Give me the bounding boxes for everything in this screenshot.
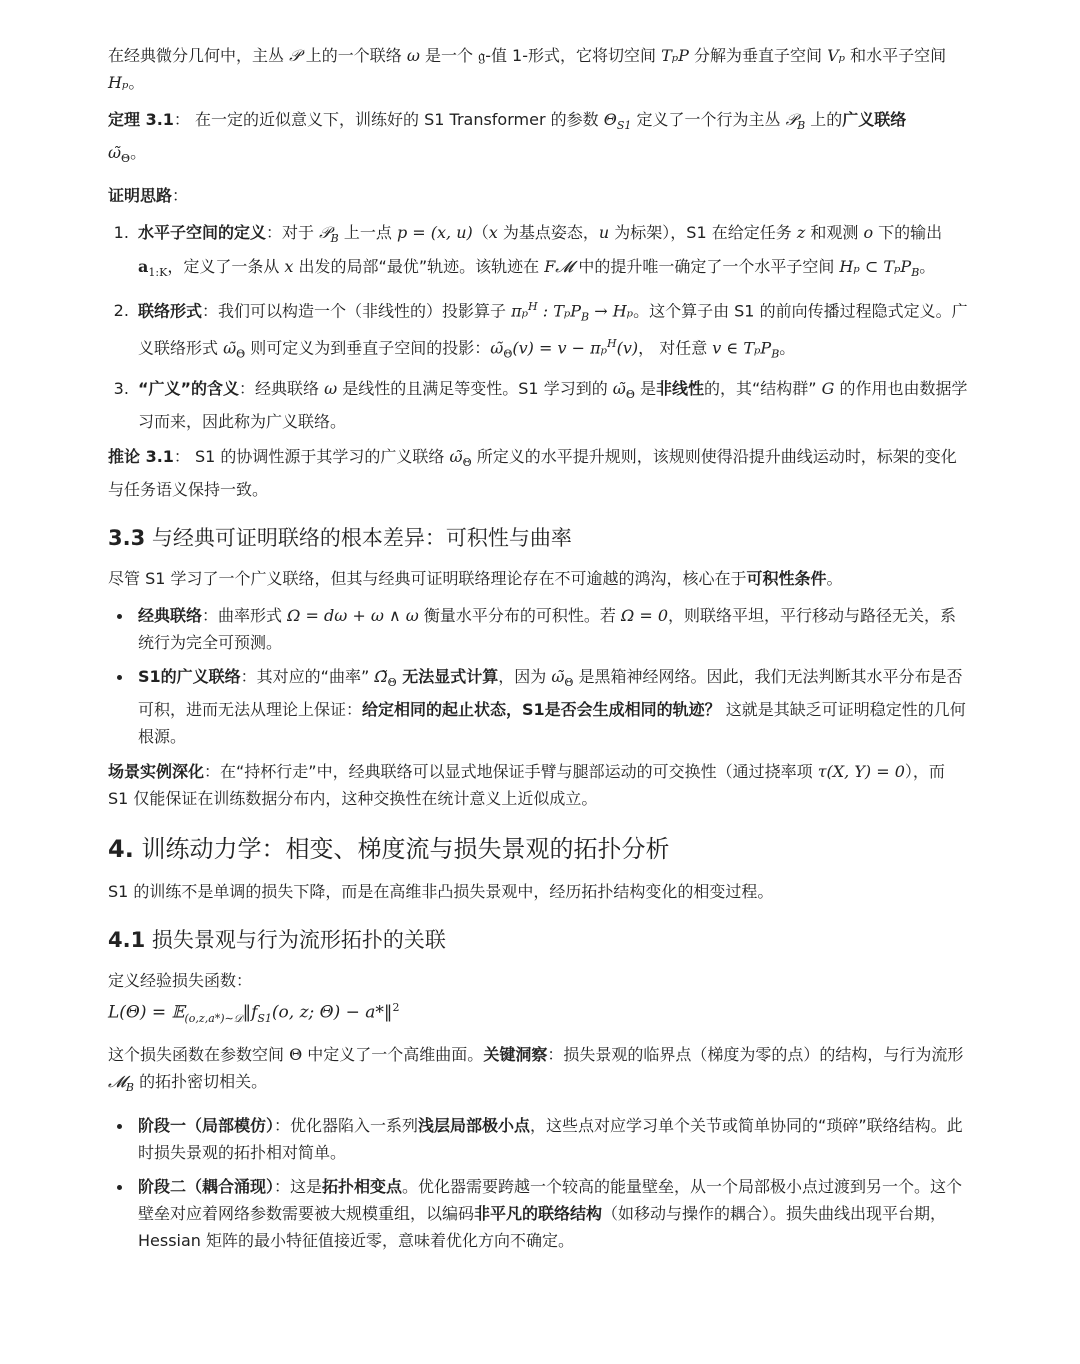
math: : TₚP (537, 301, 582, 321)
math-sub: Θ (462, 456, 472, 470)
math: (v) (616, 338, 639, 358)
math: F𝓜 (544, 256, 574, 276)
bold-text: 非线性 (655, 378, 704, 398)
math-sub: B (911, 265, 920, 279)
bullet-list (108, 602, 970, 750)
section-3-3-intro (108, 565, 970, 592)
math-sup: H (528, 299, 538, 313)
text: 是线性的且满足等变性。S1 学习到的 (337, 378, 613, 398)
bold-text: 联络形式 (138, 301, 203, 321)
math-sub: B (771, 347, 780, 361)
text: 下的输出 (873, 223, 943, 243)
list-item (134, 219, 970, 285)
loss-landscape-paragraph (108, 1041, 970, 1101)
math-sub: B (330, 232, 339, 246)
text: 和观测 (805, 223, 864, 243)
text: 上的 (805, 110, 843, 129)
math-bundle-P: 𝒫 (289, 46, 301, 65)
text: 。优化器需要跨越一个较高的能量壁垒，从一个局部极小点过渡到另一个。这个壁垒对应着网络参数需要被大规模重组，以编码 (138, 1176, 963, 1223)
math-sub: S1 (257, 1012, 272, 1026)
math: τ(X, Y) = 0 (817, 762, 905, 782)
math: Θ (289, 1045, 303, 1065)
text: 。 (779, 338, 796, 358)
text: 是 (634, 378, 656, 398)
math: z (796, 223, 806, 243)
text: ），而 S1 仅能保证在训练数据分布内，这种交换性在统计意义上近似成立。 (108, 762, 945, 809)
text: 中定义了一个高维曲面。 (302, 1045, 484, 1065)
scene-example (108, 758, 970, 812)
bold-text: “广义”的含义 (138, 378, 240, 398)
math-sub: Θ (236, 347, 246, 361)
math: Ω = 0 (620, 606, 669, 626)
list-item (134, 293, 970, 368)
math: Ω = dω + ω ∧ ω (287, 606, 419, 626)
math: x (488, 223, 498, 243)
text: -值 1-形式，它将切空间 (485, 46, 662, 65)
text: ： (172, 186, 189, 206)
text: 的，其“结构群” (703, 378, 822, 398)
bold-text: 广义联络 (842, 110, 907, 129)
math-theta: Θ (603, 110, 617, 129)
math: ω̃ (490, 338, 504, 358)
corollary-3-1 (108, 443, 970, 503)
text: ， 对任意 (638, 338, 713, 358)
text: 这个损失函数在参数空间 (108, 1045, 290, 1065)
text: ：其对应的“曲率” (240, 667, 375, 687)
text: ，这些点对应学习单个关节或简单协同的“琐碎”联络结构。此时损失景观的拓扑相对简单。 (138, 1115, 963, 1162)
text: ：损失景观的临界点（梯度为零的点）的结构，与行为流形 (547, 1045, 964, 1065)
math: Hₚ ⊂ TₚP (839, 256, 912, 276)
text: ：经典联络 (239, 378, 325, 398)
math: ω̃ (223, 338, 237, 358)
math-bundle-PB: 𝒫 (785, 110, 798, 129)
math: x (284, 256, 294, 276)
text: 定义了一个行为主丛 (631, 110, 786, 129)
bold-text: 关键洞察 (483, 1045, 548, 1065)
section-title: 与经典可证明联络的根本差异：可积性与曲率 (145, 526, 572, 551)
math-tangent-space: TₚP (661, 46, 689, 65)
list-item (134, 1112, 970, 1166)
text: S1 的训练不是单调的损失下降，而是在高维非凸损失景观中，经历拓扑结构变化的相变过程。 (108, 882, 774, 902)
definition-label (108, 967, 970, 994)
text: ：优化器陷入一系列 (274, 1115, 419, 1135)
text: 。这个算子由 S1 的前向传播过程隐式定义。广义联络形式 (138, 301, 968, 358)
list-item (134, 1173, 970, 1254)
list-item (134, 375, 970, 435)
bold-text: 非平凡的联络结构 (474, 1203, 603, 1223)
theorem-label: 定理 3.1 (108, 110, 174, 129)
text: ，则联络平坦，平行移动与路径无关，系统行为完全可预测。 (138, 606, 957, 653)
math: a (138, 256, 149, 276)
text: 尽管 S1 学习了一个广义联络，但其与经典可证明联络理论存在不可逾越的鸿沟，核心在于 (108, 569, 747, 589)
section-heading-3-3 (108, 523, 970, 553)
text: ：我们可以构造一个（非线性的）投影算子 (202, 301, 512, 321)
math: ω (324, 378, 338, 398)
math-sub: Θ (625, 387, 635, 401)
list-item (134, 663, 970, 750)
math-sup: 2 (392, 1001, 400, 1015)
section-number: 4. (108, 835, 134, 864)
proof-list (108, 219, 970, 435)
text: ： 在一定的近似意义下，训练好的 S1 Transformer 的参数 (173, 110, 604, 129)
math: πₚ (511, 301, 529, 321)
text: 为标架），S1 在给定任务 (609, 223, 797, 243)
bold-text: 水平子空间的定义 (138, 223, 267, 243)
math-sub: B (797, 119, 806, 133)
math-sup: H (606, 337, 617, 351)
math: Ω̃ (374, 667, 388, 687)
math-omega: ω (406, 46, 420, 65)
math: o (863, 223, 874, 243)
math-sub: B (125, 1081, 135, 1095)
section-title: 损失景观与行为流形拓扑的关联 (145, 928, 446, 953)
text: ：对于 (266, 223, 320, 243)
bold-text: 浅层局部极小点 (418, 1115, 531, 1135)
math-lie-algebra: 𝔤 (478, 46, 486, 65)
math-sub: 1:K (148, 265, 168, 279)
text: 是一个 (419, 46, 479, 65)
text: 是黑箱神经网络。因此，我们无法判断其水平分布是否可积，进而无法从理论上保证： (138, 667, 963, 720)
text: 中的提升唯一确定了一个水平子空间 (573, 256, 840, 276)
text: 。 (128, 73, 145, 92)
math-sub: Θ (503, 347, 513, 361)
text: ，定义了一条从 (167, 256, 285, 276)
math: L(Θ) = 𝔼 (108, 1003, 185, 1023)
text: 定义经验损失函数： (108, 971, 253, 991)
text: 的拓扑密切相关。 (134, 1072, 268, 1092)
math: → Hₚ (589, 301, 634, 321)
text: ：曲率形式 (202, 606, 288, 626)
theorem-3-1 (108, 106, 970, 172)
bold-text: 可积性条件 (746, 569, 827, 589)
math: G (821, 378, 835, 398)
math-omega-tilde: ω̃ (108, 143, 122, 163)
bold-text: 经典联络 (138, 606, 203, 626)
text: 和水平子空间 (845, 46, 947, 65)
math: p = (x, u) (396, 223, 473, 243)
section-heading-4 (108, 832, 970, 866)
bold-text: 给定相同的起止状态，S1是否会生成相同的轨迹？ (362, 700, 721, 720)
math: ω̃ (551, 667, 565, 687)
section-title: 训练动力学：相变、梯度流与损失景观的拓扑分析 (133, 835, 670, 864)
text: 。 (826, 569, 843, 589)
math-horizontal-subspace: Hₚ (108, 73, 129, 92)
section-number: 3.3 (108, 526, 146, 551)
proof-heading (108, 182, 970, 209)
bold-text: S1的广义联络 (138, 667, 241, 687)
text: 上一点 (338, 223, 397, 243)
bold-text: 无法显式计算 (396, 667, 499, 687)
text: 在经典微分几何中，主丛 (108, 46, 290, 65)
text: ，因为 (498, 667, 552, 687)
text: （如移动与操作的耦合）。损失曲线出现平台期，Hessian 矩阵的最小特征值接近零，意味着优化方向不确定。 (138, 1203, 947, 1250)
text: 则可定义为到垂直子空间的投影： (245, 338, 491, 358)
math: u (598, 223, 610, 243)
text: 这就是其缺乏可证明稳定性的几何根源。 (138, 700, 966, 747)
text: 。 (919, 256, 936, 276)
loss-equation (108, 994, 970, 1033)
bullet-list (108, 1112, 970, 1254)
text: 衡量水平分布的可积性。若 (418, 606, 621, 626)
text: （ (472, 223, 489, 243)
math: (v) = v − πₚ (512, 338, 607, 358)
text: 上的一个联络 (300, 46, 407, 65)
math: ‖f (242, 1003, 258, 1023)
section-number: 4.1 (108, 928, 146, 953)
bold-text: 阶段二（耦合涌现） (138, 1176, 275, 1196)
math: ω̃ (449, 446, 463, 466)
math-sub: Θ (121, 152, 131, 166)
math: 𝒫 (319, 223, 331, 243)
math-sub: B (581, 310, 590, 324)
bold-text: 场景实例深化 (108, 762, 205, 782)
math: ω̃ (612, 378, 626, 398)
text: ：这是 (274, 1176, 323, 1196)
math-sub: Θ (387, 676, 397, 690)
bold-text: 拓扑相变点 (322, 1176, 403, 1196)
intro-paragraph (108, 42, 970, 96)
math: v ∈ TₚP (712, 338, 772, 358)
text: 分解为垂直子空间 (688, 46, 828, 65)
math-vertical-subspace: Vₚ (827, 46, 846, 65)
text: 为基点姿态， (497, 223, 599, 243)
text: ： S1 的协调性源于其学习的广义联络 (173, 446, 450, 466)
math: 𝓜 (108, 1072, 126, 1092)
bold-text: 阶段一（局部模仿） (138, 1115, 275, 1135)
math-sub: S1 (616, 119, 632, 133)
text: 的作用也由数据学习而来，因此称为广义联络。 (138, 378, 968, 431)
section-heading-4-1 (108, 925, 970, 955)
corollary-label: 推论 3.1 (108, 446, 174, 466)
proof-label: 证明思路 (108, 186, 173, 206)
math-sub: (o,z,a*)∼𝒟 (184, 1012, 243, 1026)
math: (o, z; Θ) − a*‖ (271, 1003, 393, 1023)
section-4-intro (108, 878, 970, 905)
list-item (134, 602, 970, 656)
math-sub: Θ (564, 676, 574, 690)
text: 出发的局部“最优”轨迹。该轨迹在 (293, 256, 545, 276)
text: ：在“持杯行走”中，经典联络可以显式地保证手臂与腿部运动的可交换性（通过挠率项 (204, 762, 818, 782)
text: 所定义的水平提升规则，该规则使得沿提升曲线运动时，标架的变化与任务语义保持一致。 (108, 446, 957, 500)
text: 。 (130, 143, 147, 163)
